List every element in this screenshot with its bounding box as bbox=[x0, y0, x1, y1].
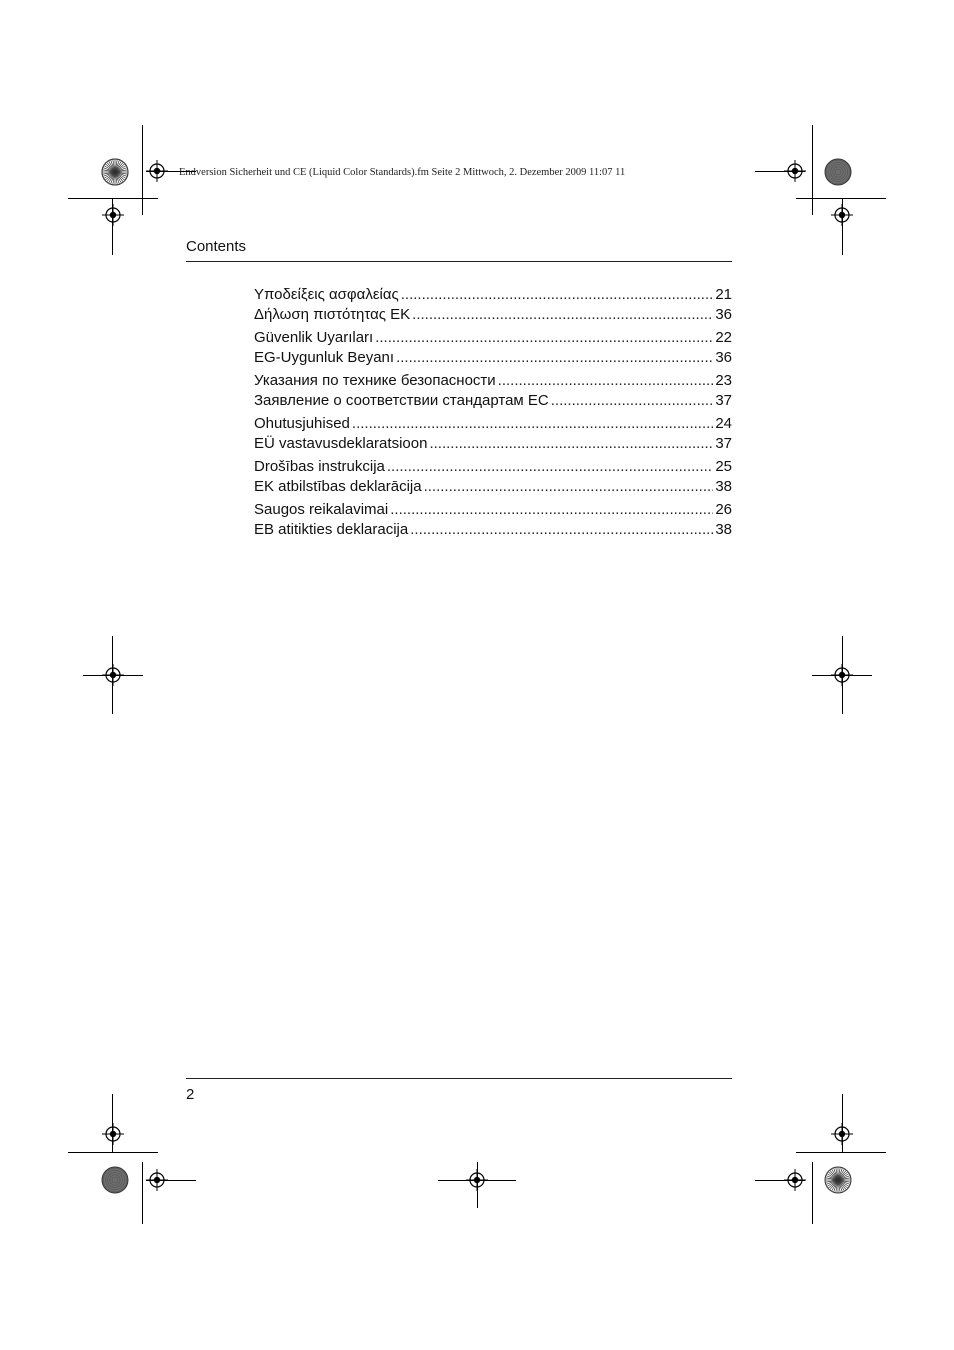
toc-entry-page: 37 bbox=[715, 391, 732, 409]
toc-entry-title: Δήλωση πιστότητας ΕΚ bbox=[254, 305, 411, 323]
toc-entry[interactable] bbox=[254, 500, 732, 520]
toc-entry-title: Заявление о соответствии стандартам ЕС bbox=[254, 391, 549, 409]
toc-entry-page: 26 bbox=[715, 501, 732, 518]
crop-mark-line bbox=[842, 1094, 843, 1152]
crop-mark-line bbox=[68, 198, 158, 199]
registration-mark-icon bbox=[102, 1123, 124, 1145]
toc-entry-title: EG-Uygunluk Beyanı bbox=[254, 348, 395, 366]
toc-entry[interactable] bbox=[254, 348, 732, 368]
toc-entry-title: Ohutusjuhised bbox=[254, 415, 350, 432]
toc-entry-page: 21 bbox=[715, 286, 732, 303]
toc-group bbox=[254, 500, 732, 539]
crop-mark-line bbox=[812, 1162, 813, 1224]
toc-group bbox=[254, 414, 732, 453]
toc-entry-page: 37 bbox=[715, 434, 732, 452]
toc-entry-page: 38 bbox=[715, 520, 732, 538]
toc-entry[interactable] bbox=[254, 391, 732, 411]
toc-entry-page: 25 bbox=[715, 458, 732, 475]
toc-entry-page: 36 bbox=[715, 348, 732, 366]
table-of-contents bbox=[254, 285, 732, 543]
footer-rule bbox=[186, 1078, 732, 1079]
crop-mark-line bbox=[842, 636, 843, 714]
crop-mark-line bbox=[842, 198, 843, 255]
toc-entry-title: EB atitikties deklaracija bbox=[254, 520, 409, 538]
gray-circle-icon bbox=[824, 158, 852, 186]
toc-entry[interactable] bbox=[254, 520, 732, 540]
crop-mark-line bbox=[68, 1152, 158, 1153]
toc-entry-title: Drošības instrukcija bbox=[254, 458, 385, 475]
crop-mark-line bbox=[142, 1162, 143, 1224]
crop-mark-line bbox=[796, 1152, 886, 1153]
toc-entry-title: Υποδείξεις ασφαλείας bbox=[254, 286, 399, 303]
toc-entry[interactable] bbox=[254, 434, 732, 454]
toc-entry-title: Указания по технике безопасности bbox=[254, 372, 496, 389]
crop-mark-line bbox=[146, 1180, 196, 1181]
toc-group bbox=[254, 457, 732, 496]
toc-entry[interactable] bbox=[254, 305, 732, 325]
print-slug: Endversion Sicherheit und CE (Liquid Color Standards).fm Seite 2 Mittwoch, 2. Dezember 2009 11:07 11 bbox=[179, 167, 626, 178]
toc-dot-leader bbox=[352, 414, 713, 434]
crop-mark-line bbox=[112, 636, 113, 714]
toc-dot-leader bbox=[551, 391, 714, 411]
toc-entry-page: 38 bbox=[715, 477, 732, 495]
toc-entry-title: Güvenlik Uyarıları bbox=[254, 329, 374, 346]
toc-group bbox=[254, 285, 732, 324]
toc-entry[interactable] bbox=[254, 414, 732, 434]
toc-dot-leader bbox=[498, 371, 714, 391]
registration-mark-icon bbox=[102, 204, 124, 226]
toc-entry[interactable] bbox=[254, 371, 732, 391]
page-number: 2 bbox=[186, 1086, 195, 1103]
toc-entry-title: EÜ vastavusdeklaratsioon bbox=[254, 434, 428, 452]
toc-entry[interactable] bbox=[254, 457, 732, 477]
toc-dot-leader bbox=[390, 500, 713, 520]
crop-mark-line bbox=[112, 198, 113, 255]
header-rule bbox=[186, 261, 732, 262]
crop-mark-line bbox=[812, 125, 813, 215]
starburst-circle-icon bbox=[824, 1166, 852, 1194]
crop-mark-line bbox=[755, 1180, 805, 1181]
crop-mark-line bbox=[796, 198, 886, 199]
toc-entry-page: 22 bbox=[715, 329, 732, 346]
toc-dot-leader bbox=[375, 328, 713, 348]
gray-circle-icon bbox=[101, 1166, 129, 1194]
toc-entry-page: 23 bbox=[715, 372, 732, 389]
crop-mark-line bbox=[142, 125, 143, 215]
toc-dot-leader bbox=[429, 434, 713, 454]
toc-dot-leader bbox=[396, 348, 713, 368]
toc-entry-page: 24 bbox=[715, 415, 732, 432]
toc-dot-leader bbox=[412, 305, 713, 325]
crop-mark-line bbox=[477, 1162, 478, 1208]
toc-entry-page: 36 bbox=[715, 305, 732, 323]
crop-mark-line bbox=[83, 675, 143, 676]
crop-mark-line bbox=[146, 171, 196, 172]
toc-entry-title: Saugos reikalavimai bbox=[254, 501, 389, 518]
toc-dot-leader bbox=[424, 477, 714, 497]
toc-dot-leader bbox=[401, 285, 714, 305]
page-title: Contents bbox=[186, 238, 247, 255]
starburst-circle-icon bbox=[101, 158, 129, 186]
crop-mark-line bbox=[112, 1094, 113, 1152]
toc-dot-leader bbox=[387, 457, 713, 477]
toc-dot-leader bbox=[410, 520, 713, 540]
toc-entry[interactable] bbox=[254, 477, 732, 497]
toc-group bbox=[254, 328, 732, 367]
toc-entry[interactable] bbox=[254, 328, 732, 348]
crop-mark-line bbox=[755, 171, 805, 172]
toc-entry[interactable] bbox=[254, 285, 732, 305]
toc-entry-title: EK atbilstības deklarācija bbox=[254, 477, 422, 495]
toc-group bbox=[254, 371, 732, 410]
